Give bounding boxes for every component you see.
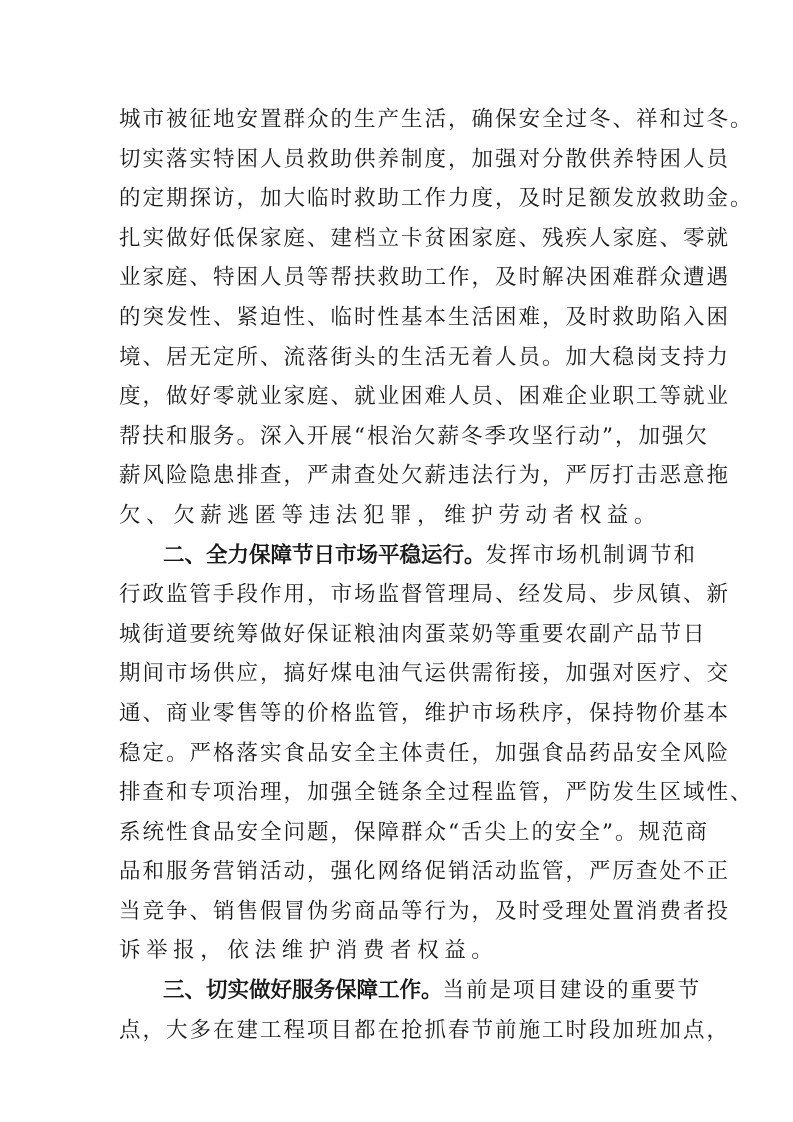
text-line: 点，大多在建工程项目都在抢抓春节前施工时段加班加点，: [119, 1017, 731, 1043]
text-line: 通、商业零售等的价格监管，维护市场秩序，保持物价基本: [119, 700, 731, 726]
text-line: 切实落实特困人员救助供养制度，加强对分散供养特困人员: [119, 146, 731, 172]
section-2-heading: 二、全力保障节日市场平稳运行。: [163, 542, 486, 568]
section-2-text: 发挥市场机制调节和: [485, 542, 698, 568]
text-line: 扎实做好低保家庭、建档立卡贫困家庭、残疾人家庭、零就: [119, 225, 731, 251]
text-line: 品和服务营销活动，强化网络促销活动监管，严厉查处不正: [119, 859, 731, 885]
text-line: 期间市场供应，搞好煤电油气运供需衔接，加强对医疗、交: [119, 661, 731, 687]
text-line: 境、居无定所、流落街头的生活无着人员。加大稳岗支持力: [119, 344, 731, 370]
paragraph-2: [119, 575, 754, 971]
text-line: 的定期探访，加大临时救助工作力度，及时足额发放救助金。: [119, 186, 754, 212]
text-line: 业家庭、特困人员等帮扶救助工作，及时解决困难群众遭遇: [119, 265, 731, 291]
text-line: 稳定。严格落实食品安全主体责任，加强食品药品安全风险: [119, 740, 731, 766]
text-line: 帮扶和服务。深入开展“根治欠薪冬季攻坚行动”，加强欠: [119, 423, 709, 449]
text-line: 系统性食品安全问题，保障群众“舌尖上的安全”。规范商: [119, 819, 709, 845]
section-3-text: 当前是项目建设的重要节: [442, 978, 702, 1004]
text-line: 诉举报，依法维护消费者权益。: [119, 938, 499, 964]
section-3-first-line: [119, 971, 702, 1011]
text-line: 的突发性、紧迫性、临时性基本生活困难，及时救助陷入困: [119, 304, 731, 330]
text-line: 城街道要统筹做好保证粮油肉蛋菜奶等重要农副产品节日: [119, 621, 707, 647]
text-line: 城市被征地安置群众的生产生活，确保安全过冬、祥和过冬。: [119, 107, 754, 132]
text-line: 度，做好零就业家庭、就业困难人员、困难企业职工等就业: [119, 384, 731, 410]
text-line: 行政监管手段作用，市场监督管理局、经发局、步凤镇、新: [119, 582, 731, 608]
paragraph-3: [119, 1011, 731, 1051]
text-line: 欠、欠薪逃匿等违法犯罪，维护劳动者权益。: [119, 502, 662, 528]
section-3-heading: 三、切实做好服务保障工作。: [163, 978, 443, 1004]
section-2-first-line: [119, 536, 698, 576]
text-line: 薪风险隐患排查，严肃查处欠薪违法行为，严厉打击恶意拖: [119, 463, 731, 489]
document-page: [119, 100, 754, 1050]
text-line: 排查和专项治理，加强全链条全过程监管，严防发生区域性、: [119, 780, 754, 806]
text-line: 当竞争、销售假冒伪劣商品等行为，及时受理处置消费者投: [119, 898, 731, 924]
paragraph-1: [119, 100, 754, 536]
